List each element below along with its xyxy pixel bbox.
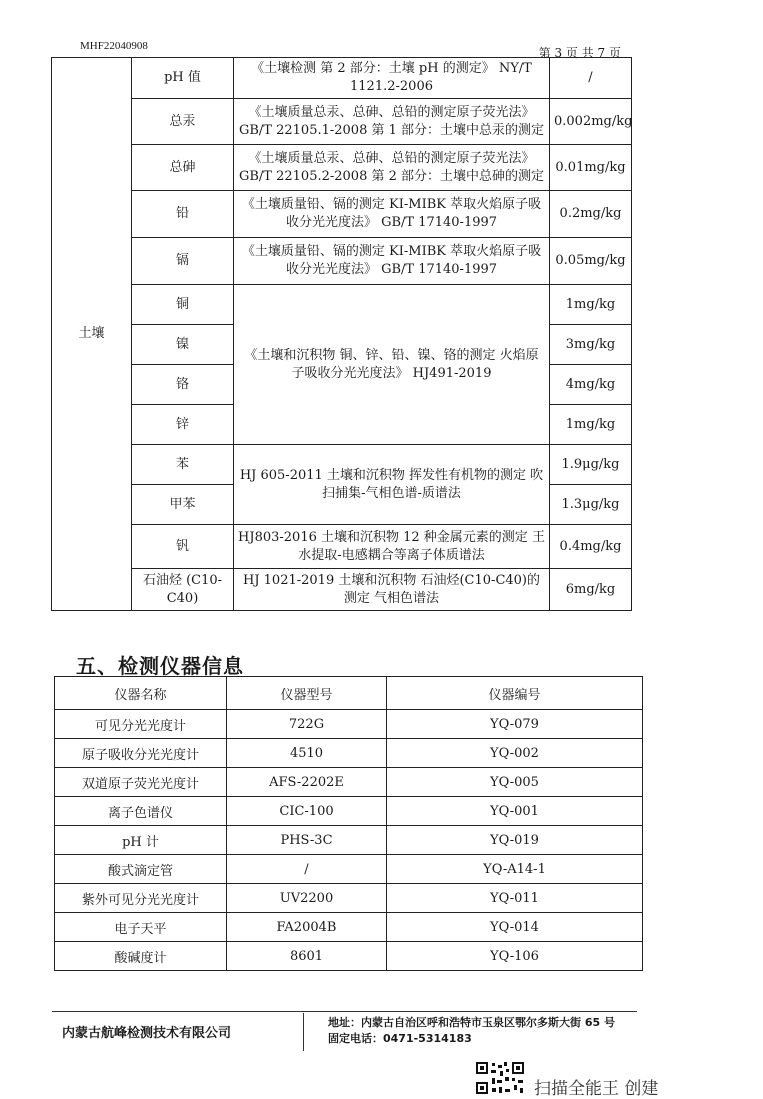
limit-cell: 0.002mg/kg (550, 99, 632, 145)
table-row (55, 797, 643, 826)
scanner-watermark-text: 扫描全能王 创建 (534, 1079, 659, 1099)
table-row (55, 913, 643, 942)
table-row (55, 710, 643, 739)
item-cell: 铅 (132, 191, 234, 238)
method-cell: 《土壤质量总汞、总砷、总铅的测定原子荧光法》 GB/T 22105.2-2008 第 2 部分：土壤中总砷的测定 (234, 145, 550, 191)
method-cell: 《土壤质量铅、镉的测定 KI-MIBK 萃取火焰原子吸收分光光度法》 GB/T 17140-1997 (234, 191, 550, 238)
table-header-row (55, 677, 643, 710)
header-instrument-name: 仪器名称 (55, 677, 227, 710)
document-id: MHF22040908 (80, 40, 148, 52)
method-cell: 《土壤质量铅、镉的测定 KI-MIBK 萃取火焰原子吸收分光光度法》 GB/T 17140-1997 (234, 238, 550, 285)
footer-separator (303, 1013, 304, 1051)
merged-voc-method-cell: HJ 605-2011 土壤和沉积物 挥发性有机物的测定 吹扫捕集-气相色谱-质谱法 (234, 445, 550, 525)
company-name: 内蒙古航峰检测技术有限公司 (62, 1026, 232, 1041)
limit-cell: 0.2mg/kg (550, 191, 632, 238)
instrument-number: YQ-079 (387, 710, 643, 739)
limit-cell: 4mg/kg (550, 365, 632, 405)
instrument-name: 电子天平 (55, 913, 227, 942)
limit-cell: 1mg/kg (550, 405, 632, 445)
table-row (55, 942, 643, 971)
instrument-model: UV2200 (227, 884, 387, 913)
limit-cell: 3mg/kg (550, 325, 632, 365)
item-cell: 镉 (132, 238, 234, 285)
instrument-number: YQ-014 (387, 913, 643, 942)
methods-table (51, 57, 632, 611)
table-row (52, 569, 632, 611)
instrument-model: AFS-2202E (227, 768, 387, 797)
table-row (55, 826, 643, 855)
instrument-name: pH 计 (55, 826, 227, 855)
item-cell: 铬 (132, 365, 234, 405)
item-cell: 铜 (132, 285, 234, 325)
instrument-name: 紫外可见分光光度计 (55, 884, 227, 913)
instrument-model: FA2004B (227, 913, 387, 942)
instrument-name: 酸碱度计 (55, 942, 227, 971)
section-title: 五、检测仪器信息 (76, 654, 244, 678)
instrument-number: YQ-002 (387, 739, 643, 768)
table-row (52, 58, 632, 99)
item-cell: 总砷 (132, 145, 234, 191)
table-row (52, 445, 632, 485)
item-cell: 锌 (132, 405, 234, 445)
instrument-name: 双道原子荧光光度计 (55, 768, 227, 797)
table-row (55, 855, 643, 884)
limit-cell: 1mg/kg (550, 285, 632, 325)
method-cell: 《土壤质量总汞、总砷、总铅的测定原子荧光法》 GB/T 22105.1-2008 第 1 部分：土壤中总汞的测定 (234, 99, 550, 145)
method-cell: 《土壤检测 第 2 部分：土壤 pH 的测定》 NY/T 1121.2-2006 (234, 58, 550, 99)
instrument-number: YQ-A14-1 (387, 855, 643, 884)
table-row (55, 884, 643, 913)
item-cell: 苯 (132, 445, 234, 485)
limit-cell: 6mg/kg (550, 569, 632, 611)
item-cell: 总汞 (132, 99, 234, 145)
instrument-name: 可见分光光度计 (55, 710, 227, 739)
table-row (52, 525, 632, 569)
page-number: 第 3 页 共 7 页 (538, 46, 621, 60)
header-instrument-number: 仪器编号 (387, 677, 643, 710)
item-cell: 镍 (132, 325, 234, 365)
item-cell: 甲苯 (132, 485, 234, 525)
instrument-model: 8601 (227, 942, 387, 971)
method-cell: HJ 1021-2019 土壤和沉积物 石油烃(C10-C40)的测定 气相色谱法 (234, 569, 550, 611)
merged-metals-method-cell: 《土壤和沉积物 铜、锌、铅、镍、铬的测定 火焰原子吸收分光光度法》 HJ491-2019 (234, 285, 550, 445)
item-cell: 石油烃 (C10-C40) (132, 569, 234, 611)
limit-cell: 0.05mg/kg (550, 238, 632, 285)
instrument-number: YQ-106 (387, 942, 643, 971)
limit-cell: 1.3μg/kg (550, 485, 632, 525)
instrument-model: PHS-3C (227, 826, 387, 855)
limit-cell: 0.01mg/kg (550, 145, 632, 191)
category-cell: 土壤 (52, 58, 132, 611)
instrument-model: / (227, 855, 387, 884)
company-address: 地址：内蒙古自治区呼和浩特市玉泉区鄂尔多斯大街 65 号 (328, 1016, 615, 1029)
instrument-model: CIC-100 (227, 797, 387, 826)
limit-cell: 0.4mg/kg (550, 525, 632, 569)
instrument-name: 原子吸收分光光度计 (55, 739, 227, 768)
method-cell: HJ803-2016 土壤和沉积物 12 种金属元素的测定 王水提取-电感耦合等离子体质谱法 (234, 525, 550, 569)
instrument-model: 4510 (227, 739, 387, 768)
table-row (52, 238, 632, 285)
footer-divider (52, 1011, 637, 1012)
header-instrument-model: 仪器型号 (227, 677, 387, 710)
table-row (55, 768, 643, 797)
table-row (52, 99, 632, 145)
table-row (52, 285, 632, 325)
instrument-model: 722G (227, 710, 387, 739)
instrument-number: YQ-005 (387, 768, 643, 797)
item-cell: pH 值 (132, 58, 234, 99)
table-row (55, 739, 643, 768)
instrument-number: YQ-019 (387, 826, 643, 855)
limit-cell: / (550, 58, 632, 99)
item-cell: 钒 (132, 525, 234, 569)
instrument-name: 酸式滴定管 (55, 855, 227, 884)
table-row (52, 191, 632, 238)
instruments-table (54, 676, 643, 971)
instrument-number: YQ-011 (387, 884, 643, 913)
table-row (52, 145, 632, 191)
instrument-number: YQ-001 (387, 797, 643, 826)
instrument-name: 离子色谱仪 (55, 797, 227, 826)
limit-cell: 1.9μg/kg (550, 445, 632, 485)
qr-code-icon (474, 1060, 526, 1096)
company-phone: 固定电话：0471-5314183 (328, 1032, 472, 1045)
